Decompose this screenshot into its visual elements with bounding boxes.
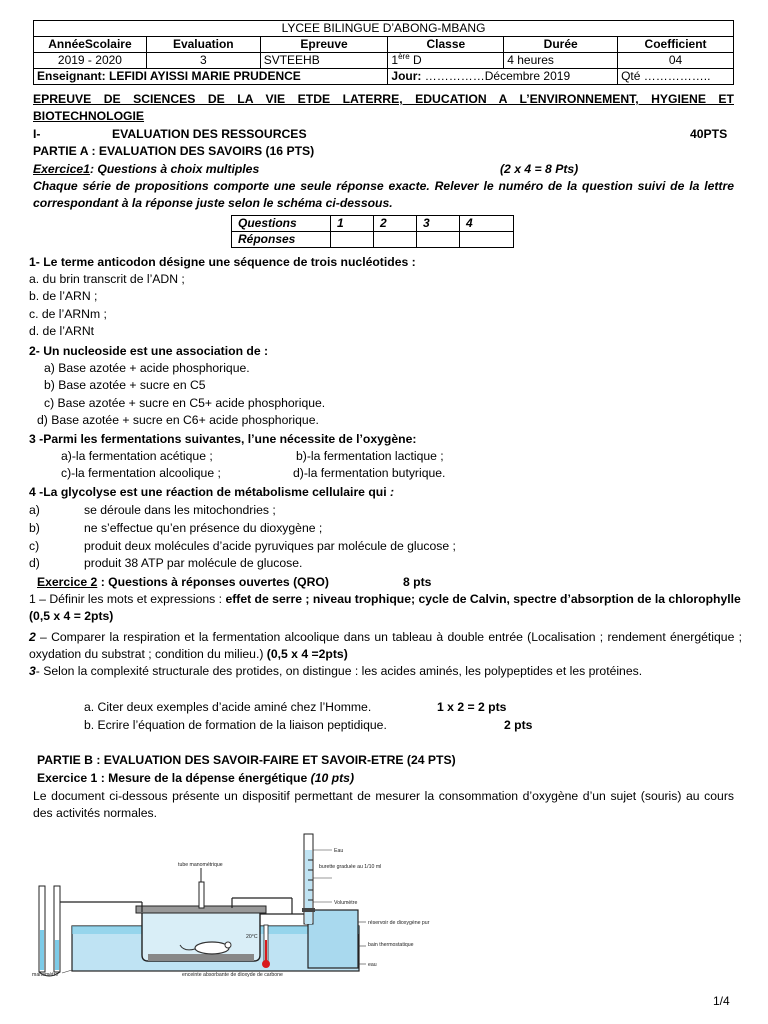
col-label-year: AnnéeScolaire (34, 37, 147, 53)
label-temperature: 20°C (246, 934, 258, 940)
exercise2-title (37, 574, 329, 591)
exercise2-label: Exercice 2 (37, 575, 98, 589)
ex2-item-2 (29, 629, 742, 664)
label-eau: Eau (334, 848, 344, 854)
grid-answers-label: Réponses (232, 232, 331, 248)
part-b-title: PARTIE B : EVALUATION DES SAVOIR-FAIRE ET SAVOIR-ETRE (24 PTS) (37, 753, 456, 767)
quantity: Qté …………….. (618, 69, 734, 85)
q4-option-a: se déroule dans les mitochondries ; (84, 503, 276, 517)
question-4-text: 4 -La glycolyse est une réaction de métabolisme cellulaire qui (29, 485, 387, 499)
exercise1-subtitle: : Questions à choix multiples (89, 162, 260, 176)
day-label: Jour: (391, 69, 422, 83)
school-name: LYCEE BILINGUE D’ABONG-MBANG (34, 21, 734, 37)
q4-option-d: produit 38 ATP par molécule de glucose. (84, 556, 303, 570)
oxygen-reservoir (308, 910, 358, 968)
teacher-name: Enseignant: LEFIDI AYISSI MARIE PRUDENCE (34, 69, 388, 85)
label-co2-enclosure: enceinte absorbante de dioxyde de carbone (182, 972, 283, 978)
respirometer-figure (32, 830, 430, 980)
grid-answer-2 (374, 232, 417, 248)
q1-option-c: c. de l’ARNm ; (29, 307, 107, 321)
section1-label: EVALUATION DES RESSOURCES (112, 127, 307, 141)
thermometer-icon (265, 940, 267, 962)
ex2-item-1 (29, 591, 742, 626)
col-label-epreuve: Epreuve (260, 37, 388, 53)
q3-option-c: c)-la fermentation alcoolique ; (61, 466, 221, 480)
part-a-title: PARTIE A : EVALUATION DES SAVOIRS (16 PTS) (33, 144, 315, 158)
ex2-item-1-terms: effet de serre ; niveau trophique; cycle de Calvin, spectre d’absorption de la chlorophylle (0,5 x 4 = 2pts) (29, 592, 741, 624)
exercise-b1-title (37, 770, 354, 787)
grid-answer-3 (417, 232, 460, 248)
question-2: 2- Un nucleoside est une association de : (29, 344, 269, 358)
q1-option-d: d. de l’ARNt (29, 324, 95, 338)
page-number: 1/4 (713, 994, 730, 1008)
q2-option-a: a) Base azotée + acide phosphorique. (44, 361, 250, 375)
grid-header-questions: Questions (232, 216, 331, 232)
value-duree: 4 heures (504, 53, 618, 69)
question-3: 3 -Parmi les fermentations suivantes, l’une nécessite de l’oxygène: (29, 432, 417, 446)
header-table (33, 20, 734, 85)
class-number: 1 (391, 53, 399, 67)
q1-option-a: a. du brin transcrit de l’ADN ; (29, 272, 185, 286)
grid-header-3: 3 (417, 216, 460, 232)
q3-option-b: b)-la fermentation lactique ; (296, 449, 444, 463)
ex2-item-3a: a. Citer deux exemples d’acide aminé chez l’Homme. (84, 700, 372, 714)
ex2-item-3a-points: 1 x 2 = 2 pts (437, 700, 507, 714)
label-oxygen-reservoir: réservoir de dioxygène pur (368, 920, 430, 926)
question-1: 1- Le terme anticodon désigne une séquence de trois nucléotides : (29, 255, 416, 269)
ex2-item-1-lead: 1 – Définir les mots et expressions : (29, 592, 226, 606)
question-4-colon: : (386, 485, 395, 499)
q4-option-a-letter: a) (29, 503, 40, 517)
class-series: D (413, 53, 422, 67)
label-volumetre: Volumètre (334, 900, 358, 906)
label-bath: bain thermostatique (368, 942, 414, 948)
exercise2-subtitle: : Questions à réponses ouvertes (QRO) (97, 575, 329, 589)
ex2-item-3b-points: 2 pts (504, 718, 533, 732)
ex2-item-2-points: (0,5 x 4 =2pts) (266, 647, 348, 662)
grid-header-1: 1 (331, 216, 374, 232)
ex2-item-3-text: - Selon la complexité structurale des protides, on distingue : les acides aminés, les polypeptides et les protéines. (35, 664, 643, 678)
q2-option-d: d) Base azotée + sucre en C6+ acide phosphorique. (37, 413, 319, 427)
col-label-evaluation: Evaluation (146, 37, 260, 53)
label-manometric-tube: tube manométrique (178, 862, 223, 868)
value-classe (388, 53, 504, 69)
col-label-coefficient: Coefficient (618, 37, 734, 53)
value-coefficient: 04 (618, 53, 734, 69)
section1-points: 40PTS (690, 127, 728, 141)
exercise1-points: (2 x 4 = 8 Pts) (500, 162, 579, 176)
exercise-b1-text: Le document ci-dessous présente un dispositif permettant de mesurer la consommation d’oxygène d’un sujet (souris) au cours des activités normales. (33, 789, 734, 821)
exercise1-instructions: Chaque série de propositions comporte une seule réponse exacte. Relever le numéro de la question suivi de la lettre correspondant à la réponse juste selon le schéma ci-dessous. (33, 179, 734, 211)
ex2-item-2-text: – Comparer la respiration et la fermentation alcoolique dans un tableau à double entrée (Localisation ; rendement énergétique ; oxydation du substrat ; condition du milieu.) (29, 630, 742, 662)
mouse-icon (195, 942, 229, 954)
exercise-b1-label: Exercice 1 : Mesure de la dépense énergétique (37, 771, 308, 785)
q1-option-b: b. de l’ARN ; (29, 289, 98, 303)
exercise1-title (33, 161, 259, 178)
grid-answer-1 (331, 232, 374, 248)
value-evaluation: 3 (146, 53, 260, 69)
co2-absorbent (148, 954, 254, 961)
exam-title: EPREUVE DE SCIENCES DE LA VIE ETDE LATERRE, EDUCATION A L’ENVIRONNEMENT, HYGIENE ET BIOTECHNOLOGIE (33, 92, 734, 123)
grid-header-2: 2 (374, 216, 417, 232)
day-value: ……………Décembre 2019 (421, 69, 571, 83)
ex2-item-3b: b. Ecrire l’équation de formation de la liaison peptidique. (84, 718, 387, 732)
class-superscript: ère (398, 52, 410, 61)
q3-option-a: a)-la fermentation acétique ; (61, 449, 213, 463)
answer-grid (231, 215, 514, 248)
animal-chamber (142, 912, 260, 961)
q4-option-c: produit deux molécules d’acide pyruviques par molécule de glucose ; (84, 539, 456, 553)
q4-option-b: ne s’effectue qu’en présence du dioxygène ; (84, 521, 323, 535)
exercise-b1-points: (10 pts) (310, 771, 355, 785)
q4-option-c-letter: c) (29, 539, 40, 553)
question-4 (29, 484, 394, 501)
ex2-item-2-number: 2 (29, 630, 36, 644)
col-label-classe: Classe (388, 37, 504, 53)
exam-day (388, 69, 618, 85)
q2-option-b: b) Base azotée + sucre en C5 (44, 378, 206, 392)
exercise2-points: 8 pts (403, 575, 432, 589)
ex2-item-3-number: 3 (29, 664, 36, 678)
label-manometer: manomètre (32, 972, 59, 978)
exercise1-label: Exercice1 (33, 162, 90, 176)
col-label-duree: Durée (504, 37, 618, 53)
q3-option-d: d)-la fermentation butyrique. (293, 466, 446, 480)
q4-option-d-letter: d) (29, 556, 40, 570)
value-epreuve: SVTEEHB (260, 53, 388, 69)
label-burette: burette graduée au 1/10 ml (319, 864, 382, 870)
q4-option-b-letter: b) (29, 521, 40, 535)
label-water: eau (368, 962, 377, 968)
section1-num: I- (33, 127, 41, 141)
value-year: 2019 - 2020 (34, 53, 147, 69)
grid-answer-4 (460, 232, 514, 248)
ex2-item-3 (29, 663, 742, 680)
grid-header-4: 4 (460, 216, 514, 232)
q2-option-c: c) Base azotée + sucre en C5+ acide phosphorique. (44, 396, 326, 410)
